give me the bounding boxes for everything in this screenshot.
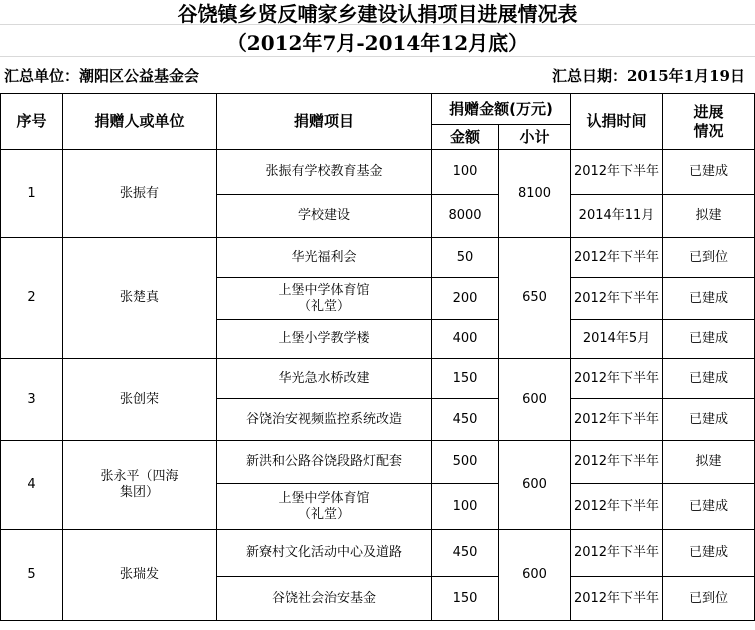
- row-progress-text: 拟建: [695, 454, 722, 469]
- row-seq-text: 2: [27, 290, 36, 305]
- row-donor-text: 张振有: [119, 185, 159, 201]
- row-seq-text: 5: [27, 567, 36, 582]
- row-progress-text: 已到位: [688, 249, 728, 265]
- row-amount: [432, 484, 499, 530]
- row-progress-text: 已建成: [688, 370, 728, 386]
- row-progress: [663, 399, 755, 441]
- row-progress: [663, 530, 755, 577]
- row-time: [571, 195, 663, 238]
- row-project-text: 张振有学校教育基金: [265, 164, 383, 179]
- row-project: [217, 278, 432, 320]
- row-amount: [432, 195, 499, 238]
- summary-unit: 汇总单位：潮阳区公益基金会: [4, 67, 200, 85]
- row-amount-text: 500: [452, 454, 478, 469]
- row-time-text: 2012年下半年: [573, 411, 660, 427]
- row-seq: [1, 441, 63, 530]
- row-progress-text: 已建成: [688, 411, 728, 427]
- row-project: [217, 441, 432, 484]
- row-donor-text: 张楚真: [119, 290, 159, 305]
- row-amount-text: 450: [452, 411, 478, 427]
- sheet-gridline: [0, 56, 755, 57]
- row-seq-text: 3: [27, 391, 36, 407]
- row-donor: [63, 238, 217, 359]
- row-project-text: 新洪和公路谷饶段路灯配套: [245, 454, 402, 469]
- row-amount: [432, 278, 499, 320]
- row-project-text: 上堡小学教学楼: [278, 331, 370, 346]
- table-row: [1, 359, 755, 399]
- row-project: [217, 530, 432, 577]
- row-progress: [663, 320, 755, 359]
- header-seq: 序号: [1, 94, 63, 150]
- row-time-text: 2012年下半年: [573, 498, 660, 514]
- row-time: [571, 238, 663, 278]
- table-row: [1, 238, 755, 278]
- row-project: [217, 150, 432, 195]
- row-time: [571, 278, 663, 320]
- row-seq: [1, 359, 63, 441]
- row-time: [571, 320, 663, 359]
- row-amount-text: 450: [452, 545, 478, 560]
- row-project-text: 上堡中学体育馆（礼堂）: [278, 282, 370, 314]
- row-amount-text: 50: [456, 249, 474, 265]
- row-project-text: 学校建设: [297, 208, 350, 223]
- row-subtotal: [499, 359, 571, 441]
- row-time: [571, 359, 663, 399]
- row-project: [217, 399, 432, 441]
- header-amount-group: 捐赠金额(万元): [432, 94, 571, 125]
- row-amount-text: 150: [452, 370, 478, 386]
- row-subtotal-text: 650: [522, 290, 547, 305]
- row-project: [217, 577, 432, 621]
- row-project: [217, 238, 432, 278]
- row-progress-text: 已建成: [688, 290, 728, 306]
- row-progress: [663, 577, 755, 621]
- table-row: [1, 150, 755, 195]
- row-project-text: 上堡中学体育馆（礼堂）: [278, 490, 370, 522]
- row-project-text: 谷饶社会治安基金: [271, 590, 376, 606]
- header-time: 认捐时间: [571, 94, 663, 150]
- row-seq-text: 1: [27, 185, 36, 201]
- row-time-text: 2012年下半年: [573, 545, 660, 560]
- row-project: [217, 320, 432, 359]
- row-donor-text: 张永平（四海集团）: [100, 469, 179, 500]
- header-donor: 捐赠人或单位: [63, 94, 217, 150]
- header-amount: 金额: [432, 125, 499, 150]
- row-amount: [432, 320, 499, 359]
- row-subtotal: [499, 441, 571, 530]
- row-seq: [1, 530, 63, 621]
- row-subtotal: [499, 238, 571, 359]
- row-donor: [63, 530, 217, 621]
- row-time: [571, 399, 663, 441]
- row-subtotal-text: 8100: [517, 185, 552, 201]
- row-time: [571, 530, 663, 577]
- page-title: 谷饶镇乡贤反哺家乡建设认捐项目进展情况表: [177, 2, 578, 26]
- row-progress: [663, 484, 755, 530]
- row-donor-text: 张创荣: [119, 391, 159, 407]
- row-subtotal-text: 600: [522, 477, 547, 492]
- row-project-text: 华光急水桥改建: [278, 370, 370, 386]
- progress-table: [0, 93, 755, 621]
- row-time-text: 2012年下半年: [573, 290, 660, 306]
- row-time-text: 2012年下半年: [573, 370, 660, 386]
- row-time-text: 2012年下半年: [573, 249, 660, 265]
- row-donor: [63, 441, 217, 530]
- row-time-text: 2012年下半年: [573, 454, 660, 469]
- row-subtotal-text: 600: [522, 567, 547, 582]
- header-progress: [663, 94, 755, 150]
- row-subtotal-text: 600: [522, 391, 547, 407]
- row-progress-text: 已建成: [688, 545, 728, 560]
- row-amount: [432, 399, 499, 441]
- row-time: [571, 441, 663, 484]
- row-project-text: 新寮村文化活动中心及道路: [245, 545, 402, 560]
- row-amount-text: 400: [452, 331, 478, 346]
- row-project-text: 谷饶治安视频监控系统改造: [245, 411, 402, 427]
- row-progress-text: 已建成: [688, 498, 728, 514]
- row-progress-text: 已建成: [688, 164, 728, 179]
- row-progress: [663, 278, 755, 320]
- row-amount: [432, 530, 499, 577]
- row-time: [571, 577, 663, 621]
- row-amount-text: 8000: [448, 208, 482, 223]
- row-amount: [432, 150, 499, 195]
- row-progress: [663, 195, 755, 238]
- header-project: 捐赠项目: [217, 94, 432, 150]
- row-progress: [663, 441, 755, 484]
- row-time: [571, 150, 663, 195]
- row-progress: [663, 238, 755, 278]
- table-row: [1, 530, 755, 577]
- row-amount-text: 100: [452, 164, 478, 179]
- row-project: [217, 195, 432, 238]
- row-progress-text: 已建成: [688, 331, 728, 346]
- row-donor-text: 张瑞发: [119, 567, 159, 582]
- row-time-text: 2014年11月: [578, 208, 655, 223]
- row-project-text: 华光福利会: [291, 249, 357, 265]
- row-subtotal: [499, 530, 571, 621]
- row-amount-text: 200: [452, 290, 478, 306]
- row-progress: [663, 359, 755, 399]
- page-subtitle: （2012年7月-2014年12月底）: [226, 31, 529, 55]
- row-progress-text: 拟建: [695, 208, 722, 223]
- row-project: [217, 359, 432, 399]
- row-donor: [63, 150, 217, 238]
- row-seq-text: 4: [27, 477, 36, 492]
- row-amount: [432, 238, 499, 278]
- row-progress: [663, 150, 755, 195]
- row-subtotal: [499, 150, 571, 238]
- row-seq: [1, 238, 63, 359]
- row-amount: [432, 577, 499, 621]
- table-row: [1, 441, 755, 484]
- row-amount: [432, 359, 499, 399]
- summary-date: 汇总日期：2015年1月19日: [551, 67, 745, 85]
- header-subtotal: 小计: [499, 125, 571, 150]
- header-progress-label: 进展情况: [693, 102, 724, 140]
- row-time-text: 2014年5月: [582, 331, 651, 346]
- row-time-text: 2012年下半年: [573, 164, 660, 179]
- row-seq: [1, 150, 63, 238]
- row-project: [217, 484, 432, 530]
- row-time-text: 2012年下半年: [573, 590, 660, 606]
- row-amount-text: 150: [452, 590, 478, 606]
- row-amount-text: 100: [452, 498, 478, 514]
- row-progress-text: 已到位: [688, 590, 728, 606]
- row-donor: [63, 359, 217, 441]
- row-amount: [432, 441, 499, 484]
- row-time: [571, 484, 663, 530]
